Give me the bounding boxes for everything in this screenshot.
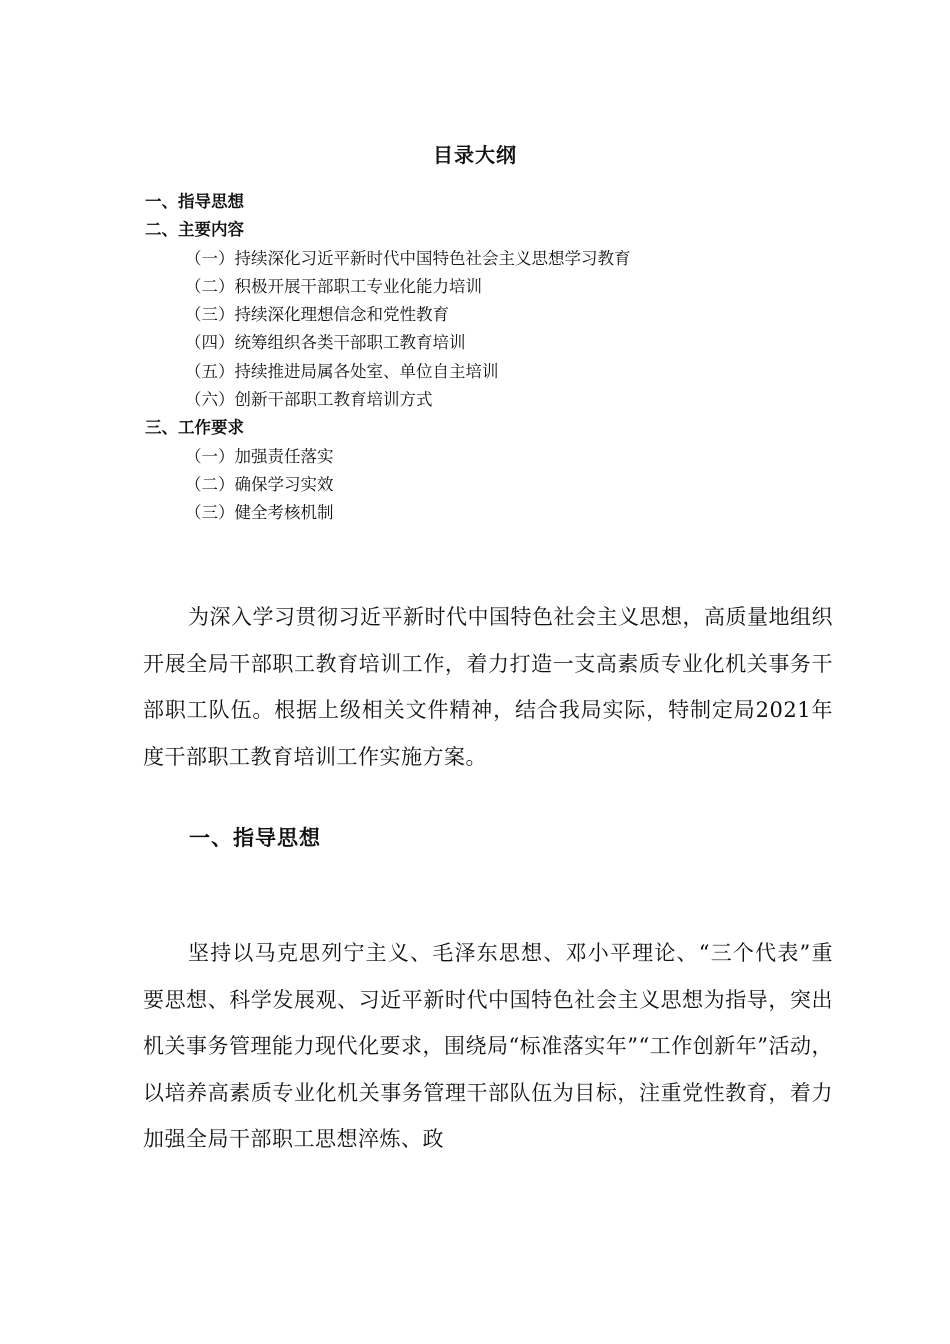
section-paragraph: 坚持以马克思列宁主义、毛泽东思想、邓小平理论、“三个代表”重要思想、科学发展观、习近平新时代中国特色社会主义思想为指导，突出机关事务管理能力现代化要求，围绕局“标准落实年”“工作创新年”活动，以培养高素质专业化机关事务管理干部队伍为目标，注重党性教育，着力加强全局干部职工思想淬炼、政 <box>143 941 833 1151</box>
toc-subitem: （六）创新干部职工教育培训方式 <box>185 390 433 410</box>
toc-subitem: （二）积极开展干部职工专业化能力培训 <box>185 276 482 296</box>
section-heading: 一、指导思想 <box>189 826 321 850</box>
toc-subitem: （三）健全考核机制 <box>185 503 334 523</box>
toc-title: 目录大纲 <box>433 143 517 167</box>
toc-subitem: （四）统筹组织各类干部职工教育培训 <box>185 333 466 353</box>
toc-item: 三、工作要求 <box>145 418 244 438</box>
toc-subitem: （二）确保学习实效 <box>185 474 334 494</box>
toc-subitem: （三）持续深化理想信念和党性教育 <box>185 305 449 325</box>
intro-paragraph: 为深入学习贯彻习近平新时代中国特色社会主义思想，高质量地组织开展全局干部职工教育培训工作，着力打造一支高素质专业化机关事务干部职工队伍。根据上级相关文件精神，结合我局实际，特制定局2021年度干部职工教育培训工作实施方案。 <box>143 605 833 769</box>
toc-subitem: （五）持续推进局属各处室、单位自主培训 <box>185 361 499 381</box>
toc-item: 二、主要内容 <box>145 220 244 240</box>
table-of-contents <box>145 188 845 528</box>
toc-item: 一、指导思想 <box>145 192 244 211</box>
toc-subitem: （一）加强责任落实 <box>185 446 334 466</box>
toc-subitem: （一）持续深化习近平新时代中国特色社会主义思想学习教育 <box>185 248 631 268</box>
